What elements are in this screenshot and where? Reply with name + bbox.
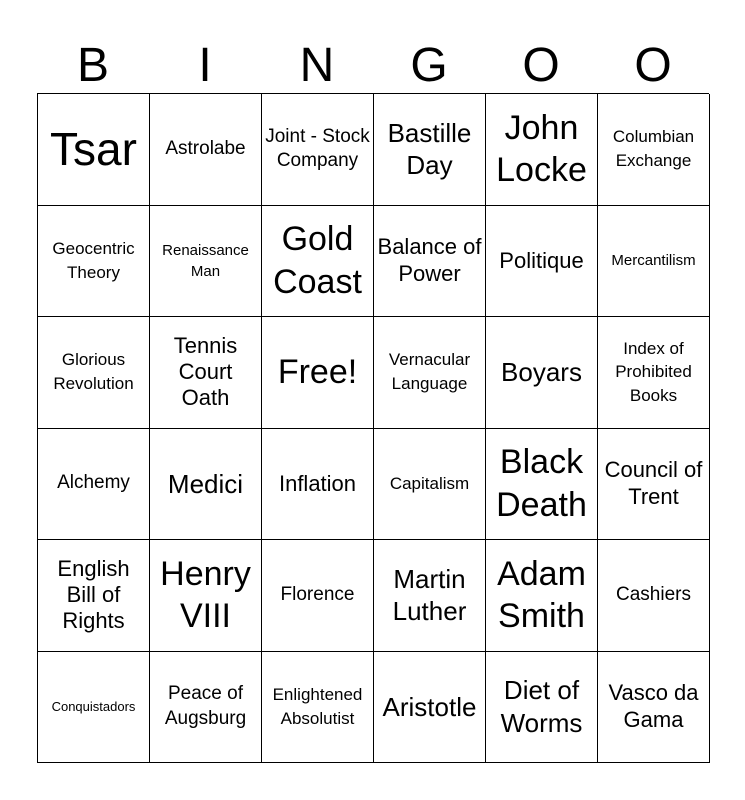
bingo-cell[interactable] — [38, 317, 150, 429]
bingo-cell[interactable] — [598, 540, 710, 652]
cell-text: Enlightened Absolutist — [272, 684, 363, 728]
cell-text: Astrolabe — [165, 137, 246, 159]
bingo-cell[interactable] — [486, 94, 598, 206]
cell-text: Geocentric Theory — [52, 238, 135, 282]
bingo-cell[interactable] — [262, 652, 374, 764]
cell-text: Index of Prohibited Books — [615, 338, 692, 406]
cell-text: Vasco da Gama — [608, 680, 699, 732]
cell-text: Columbian Exchange — [612, 127, 695, 171]
cell-text: Black Death — [496, 443, 587, 524]
cell-text: Henry VIII — [160, 554, 251, 636]
bingo-cell[interactable] — [486, 317, 598, 429]
bingo-header — [37, 38, 709, 93]
bingo-cell[interactable] — [150, 429, 262, 541]
cell-text: Tennis Court Oath — [173, 332, 238, 411]
bingo-cell[interactable] — [150, 94, 262, 206]
bingo-cell[interactable] — [262, 206, 374, 318]
bingo-cell[interactable] — [38, 94, 150, 206]
header-letter-o-2: O — [634, 39, 672, 92]
header-letter-b: B — [76, 39, 109, 92]
cell-text: Balance of Power — [377, 234, 482, 286]
bingo-cell[interactable] — [262, 540, 374, 652]
cell-text: English Bill of Rights — [57, 555, 130, 634]
bingo-cell[interactable] — [486, 429, 598, 541]
bingo-cell[interactable] — [150, 317, 262, 429]
bingo-cell[interactable] — [150, 540, 262, 652]
bingo-cell[interactable] — [598, 206, 710, 318]
bingo-grid — [37, 93, 709, 763]
bingo-cell[interactable] — [38, 540, 150, 652]
cell-text: Boyars — [501, 357, 582, 387]
cell-text: Council of Trent — [604, 457, 703, 509]
cell-text: Glorious Revolution — [53, 350, 134, 394]
cell-text: John Locke — [496, 108, 587, 190]
bingo-cell[interactable] — [374, 429, 486, 541]
bingo-cell[interactable] — [262, 429, 374, 541]
bingo-cell[interactable] — [38, 429, 150, 541]
bingo-cell[interactable] — [374, 540, 486, 652]
cell-text: Diet of Worms — [500, 675, 583, 738]
cell-text: Cashiers — [616, 583, 691, 605]
cell-text: Medici — [167, 468, 244, 499]
cell-text: Capitalism — [389, 473, 470, 493]
cell-text: Alchemy — [57, 472, 130, 494]
bingo-cell[interactable] — [150, 652, 262, 764]
bingo-cell[interactable] — [486, 540, 598, 652]
bingo-cell[interactable] — [150, 206, 262, 318]
cell-text: Florence — [280, 583, 355, 605]
bingo-cell[interactable] — [486, 652, 598, 764]
bingo-cell[interactable] — [38, 206, 150, 318]
cell-text: Joint - Stock Company — [265, 125, 370, 172]
bingo-cell[interactable] — [38, 652, 150, 764]
free-space-text: Free! — [277, 353, 358, 391]
cell-text: Renaissance Man — [162, 241, 249, 280]
cell-text: Tsar — [50, 122, 137, 175]
header-letter-o: O — [522, 39, 560, 92]
bingo-cell[interactable] — [374, 206, 486, 318]
bingo-cell[interactable] — [598, 317, 710, 429]
bingo-cell[interactable] — [598, 94, 710, 206]
cell-text: Aristotle — [382, 691, 477, 722]
bingo-cell[interactable] — [486, 206, 598, 318]
cell-text: Adam Smith — [497, 554, 586, 636]
bingo-cell[interactable] — [598, 429, 710, 541]
cell-text: Inflation — [278, 470, 357, 496]
header-letter-g: G — [410, 39, 448, 92]
bingo-cell free-space[interactable] — [262, 317, 374, 429]
bingo-cell[interactable] — [374, 94, 486, 206]
cell-text: Martin Luther — [392, 563, 467, 627]
cell-text: Gold Coast — [273, 220, 362, 301]
cell-text: Mercantilism — [611, 252, 696, 270]
cell-text: Vernacular Language — [388, 350, 471, 394]
cell-text: Peace of Augsburg — [164, 683, 247, 729]
bingo-cell[interactable] — [262, 94, 374, 206]
header-letter-i: I — [198, 39, 212, 92]
cell-text: Bastille Day — [387, 117, 472, 181]
header-letter-n: N — [299, 39, 335, 92]
bingo-cell[interactable] — [374, 652, 486, 764]
bingo-cell[interactable] — [598, 652, 710, 764]
cell-text: Conquistadors — [51, 698, 136, 714]
bingo-cell[interactable] — [374, 317, 486, 429]
cell-text: Politique — [499, 247, 584, 273]
